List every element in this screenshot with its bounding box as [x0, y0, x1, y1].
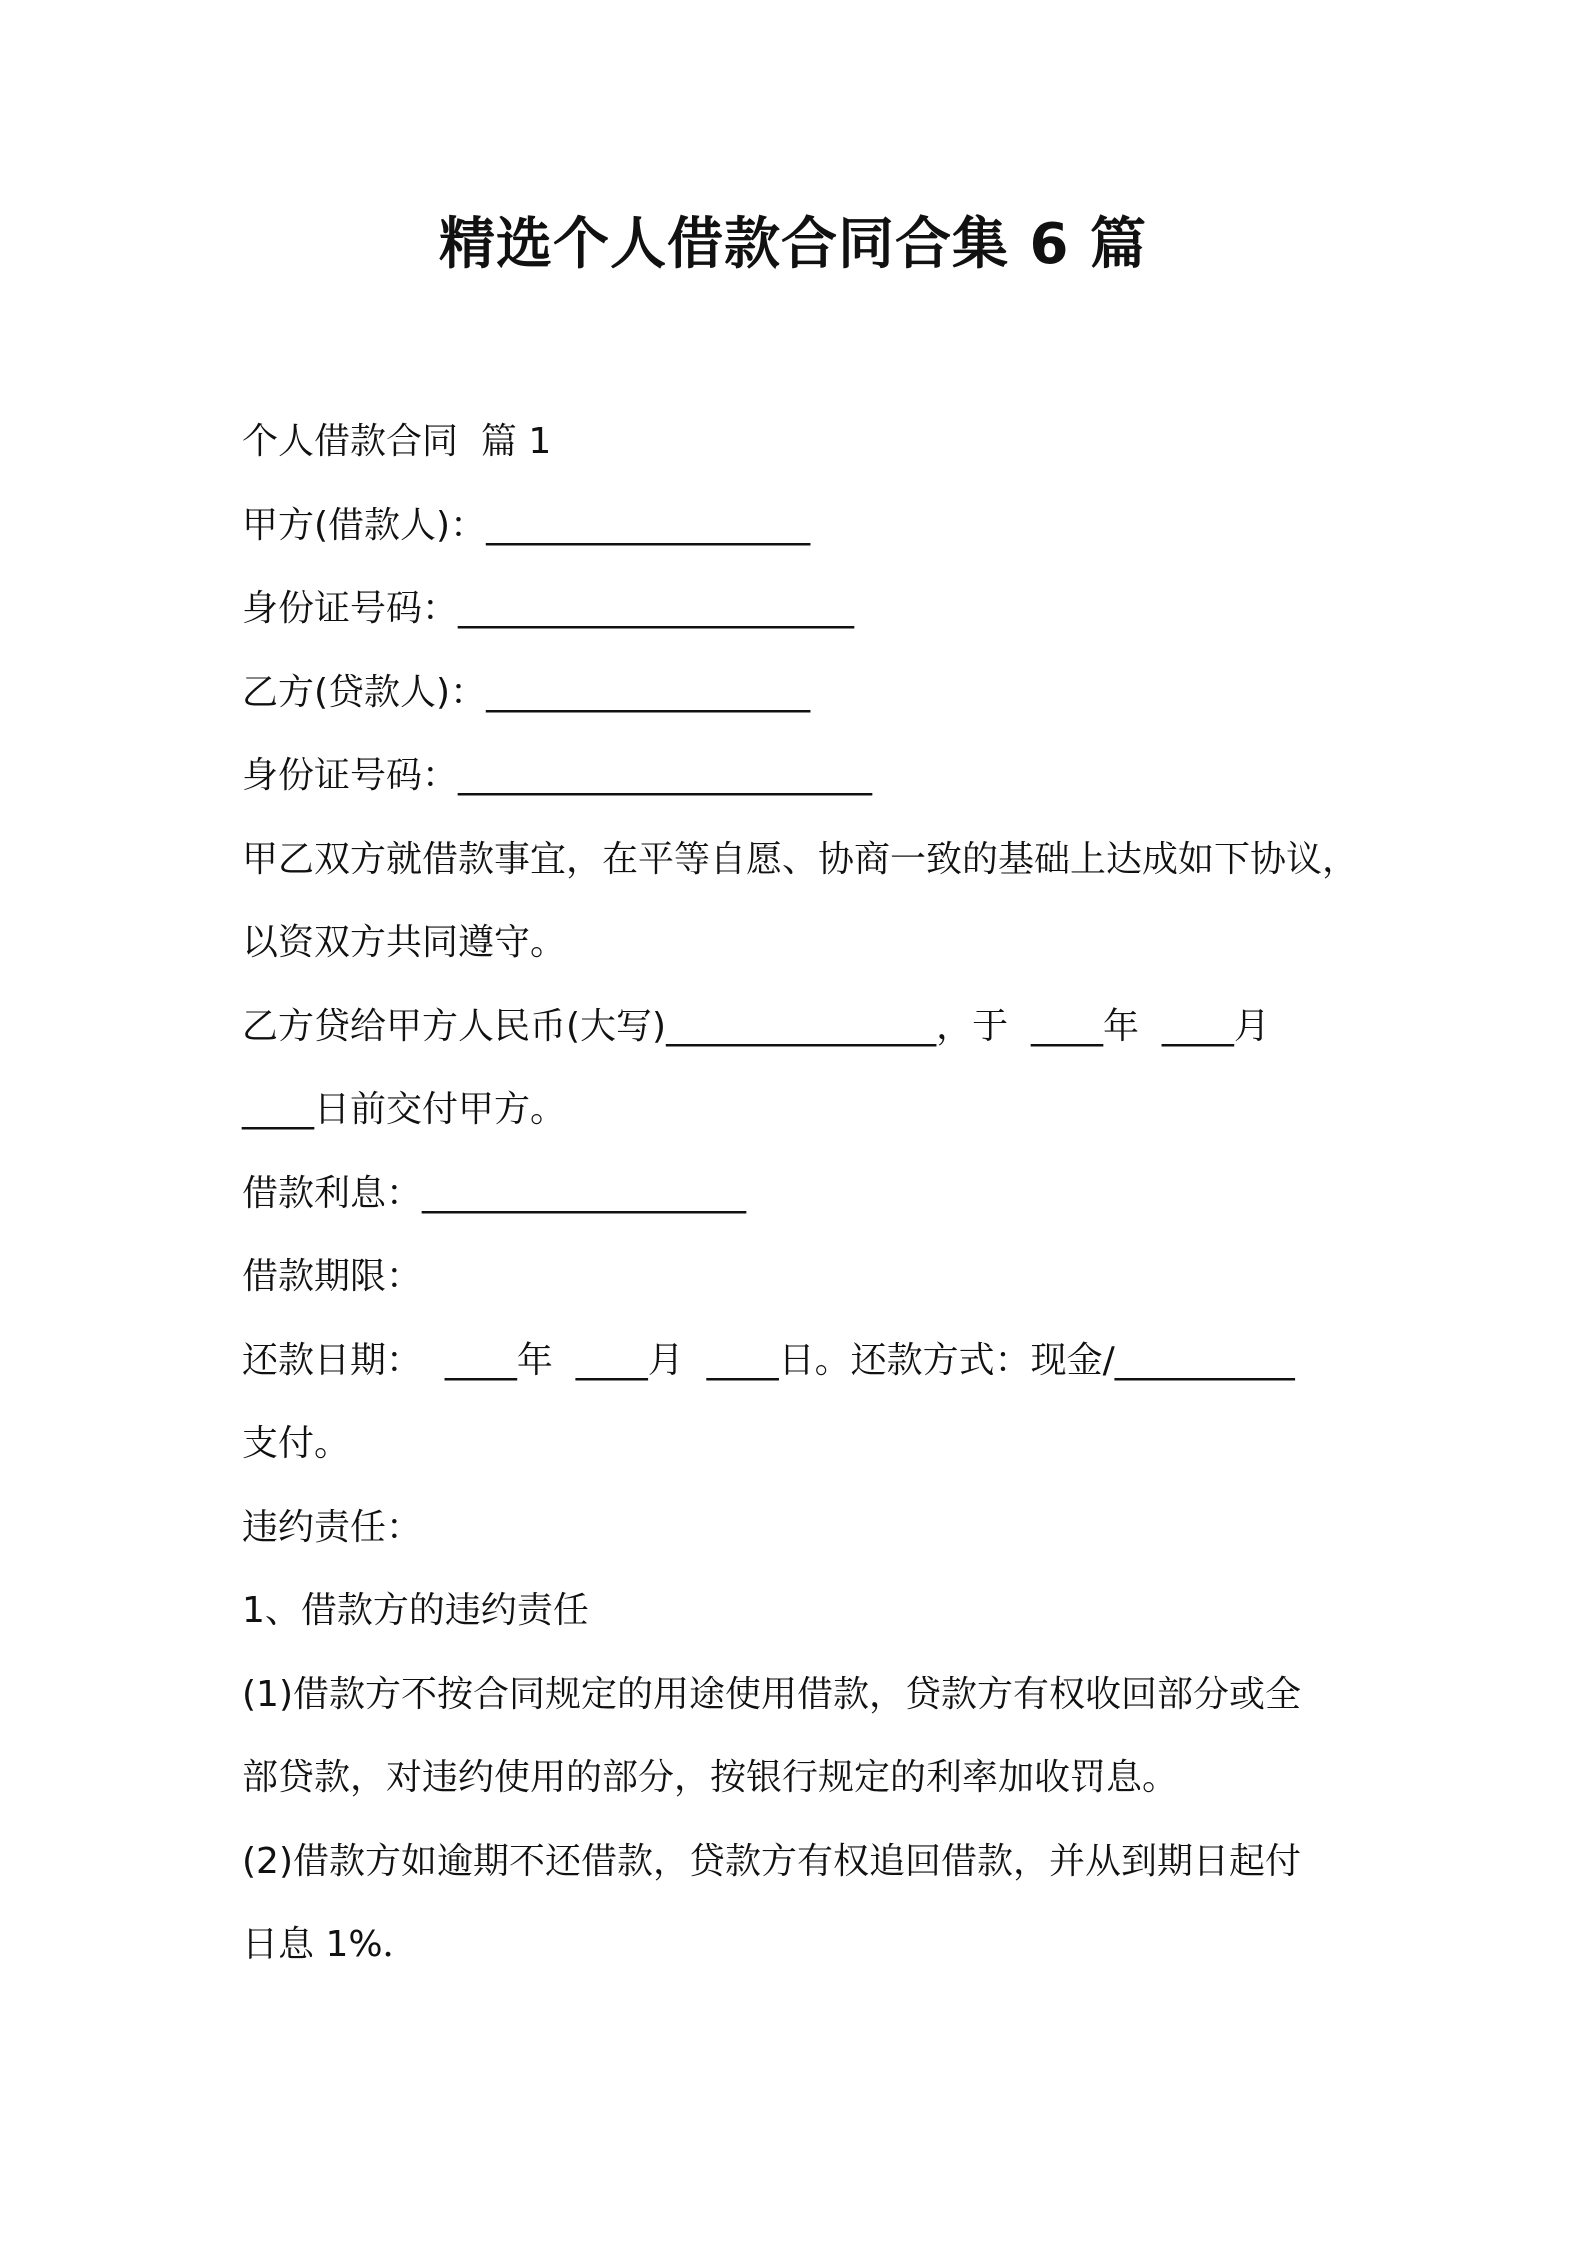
party-b-id-field: 身份证号码：_______________________	[242, 755, 873, 796]
clause-text-line: (2)借款方如逾期不还借款，贷款方有权追回借款，并从到期日起付	[242, 1840, 1301, 1882]
party-a-id-field: 身份证号码：______________________	[242, 588, 855, 629]
agreement-text-line: 以资双方共同遵守。	[242, 922, 567, 963]
document-body	[242, 400, 1362, 1987]
clause-text-line: 部贷款，对违约使用的部分，按银行规定的利率加收罚息。	[242, 1757, 1179, 1798]
repayment-line: 还款日期： ____年 ____月 ____日。还款方式：现金/__________	[242, 1339, 1295, 1381]
agreement-text-line: 甲乙双方就借款事宜，在平等自愿、协商一致的基础上达成如下协议，	[242, 838, 1359, 880]
party-b-field: 乙方(贷款人)：__________________	[242, 671, 811, 713]
clause-text-line: 日息 1%．	[242, 1924, 419, 1965]
term-field: 借款期限：	[242, 1256, 423, 1297]
loan-amount-line: 乙方贷给甲方人民币(大写)_______________，于 ____年 ____月	[242, 1005, 1270, 1047]
interest-field: 借款利息：__________________	[242, 1172, 747, 1214]
party-a-field: 甲方(借款人)：__________________	[242, 504, 811, 546]
liability-heading: 违约责任：	[242, 1506, 423, 1548]
repayment-line: 支付。	[242, 1423, 351, 1464]
clause-heading: 1、借款方的违约责任	[242, 1590, 589, 1631]
section-heading: 个人借款合同 篇 1	[242, 421, 552, 462]
clause-text-line: (1)借款方不按合同规定的用途使用借款，贷款方有权收回部分或全	[242, 1673, 1301, 1715]
loan-amount-line: ____日前交付甲方。	[242, 1089, 567, 1130]
document-title: 精选个人借款合同合集 6 篇	[439, 212, 1147, 277]
